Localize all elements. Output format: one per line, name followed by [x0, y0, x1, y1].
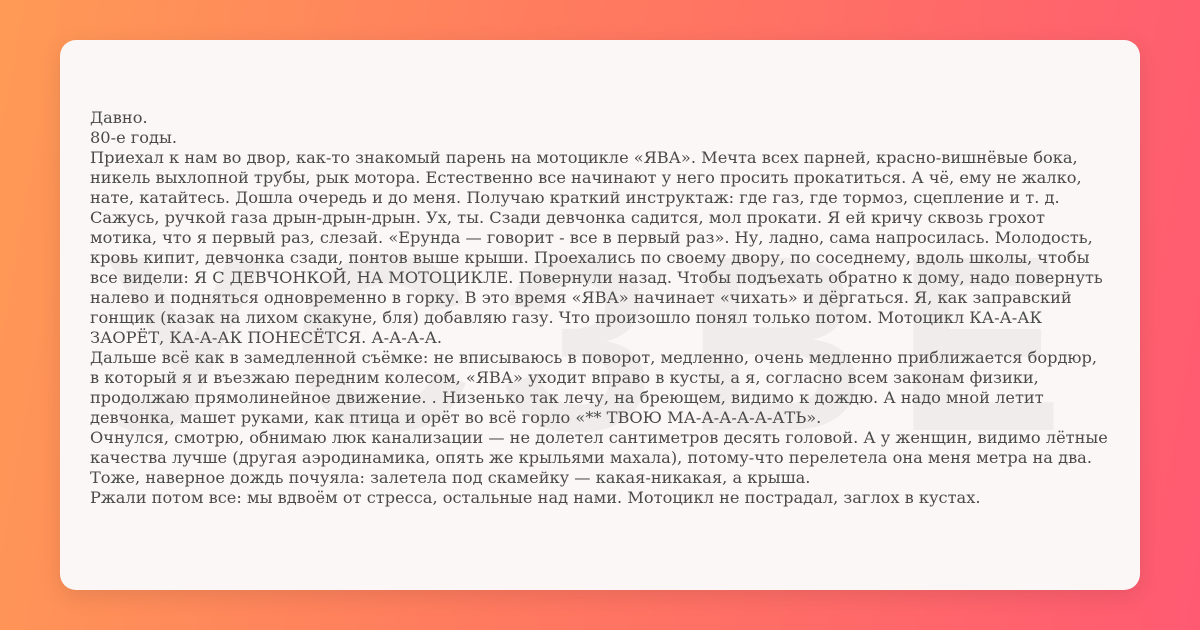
story-paragraph: Давно. — [90, 108, 148, 127]
story-paragraph: Очнулся, смотрю, обнимаю люк канализации — не долетел сантиметров десять головой. А у женщин, видимо лётные качества лучше (другая аэродинамика, опять же крыльями махала), потому-что перелетела она меня метра на два. — [90, 428, 1108, 467]
story-paragraph: Дальше всё как в замедленной съёмке: не вписываюсь в поворот, медленно, очень медленно приближается бордюр, в который я и въезжаю передним колесом, «ЯВА» уходит вправо в кусты, а я, согласно всем законам физики, продолжаю прямолинейное движение. . Низенько так лечу, на бреющем, видимо к дождю. А надо мной летит девчонка, машет руками, как птица и орёт во всё горло «** ТВОЮ МА-А-А-А-А-АТЬ». — [90, 348, 1098, 427]
story-card — [60, 40, 1140, 590]
story-paragraph: Тоже, наверное дождь почуяла: залетела под скамейку — какая-никакая, а крыша. — [90, 468, 811, 487]
story-paragraph: 80-е годы. — [90, 128, 178, 147]
story-paragraph: Приехал к нам во двор, как-то знакомый парень на мотоцикле «ЯВА». Мечта всех парней, красно-вишнёвые бока, никель выхлопной трубы, рык мотора. Естественно все начинают у него просить прокатиться. А чё, ему не жалко, нате, катайтесь. Дошла очередь и до меня. Получаю краткий инструктаж: где газ, где тормоз, сцепление и т. д. Сажусь, ручкой газа дрын-дрын-дрын. Ух, ты. Сзади девчонка садится, мол прокати. Я ей кричу сквозь грохот мотика, что я первый раз, слезай. «Ерунда — говорит - все в первый раз». Ну, ладно, сама напросилась. Молодость, кровь кипит, девчонка сзади, понтов выше крыши. Проехались по своему двору, по соседнему, вдоль школы, чтобы все видели: Я С ДЕВЧОНКОЙ, НА МОТОЦИКЛЕ. Повернули назад. Чтобы подъехать обратно к дому, надо повернуть налево и подняться одновременно в горку. В это время «ЯВА» начинает «чихать» и дёргаться. Я, как заправский гонщик (казак на лихом скакуне, бля) добавляю газу. Что произошло понял только потом. Мотоцикл КА-А-АК ЗАОРЁТ, КА-А-АК ПОНЕСЁТСЯ. А-А-А-А. — [90, 148, 1103, 347]
story-text — [90, 108, 1110, 508]
story-paragraph: Ржали потом все: мы вдвоём от стресса, остальные над нами. Мотоцикл не пострадал, заглох в кустах. — [90, 488, 981, 507]
